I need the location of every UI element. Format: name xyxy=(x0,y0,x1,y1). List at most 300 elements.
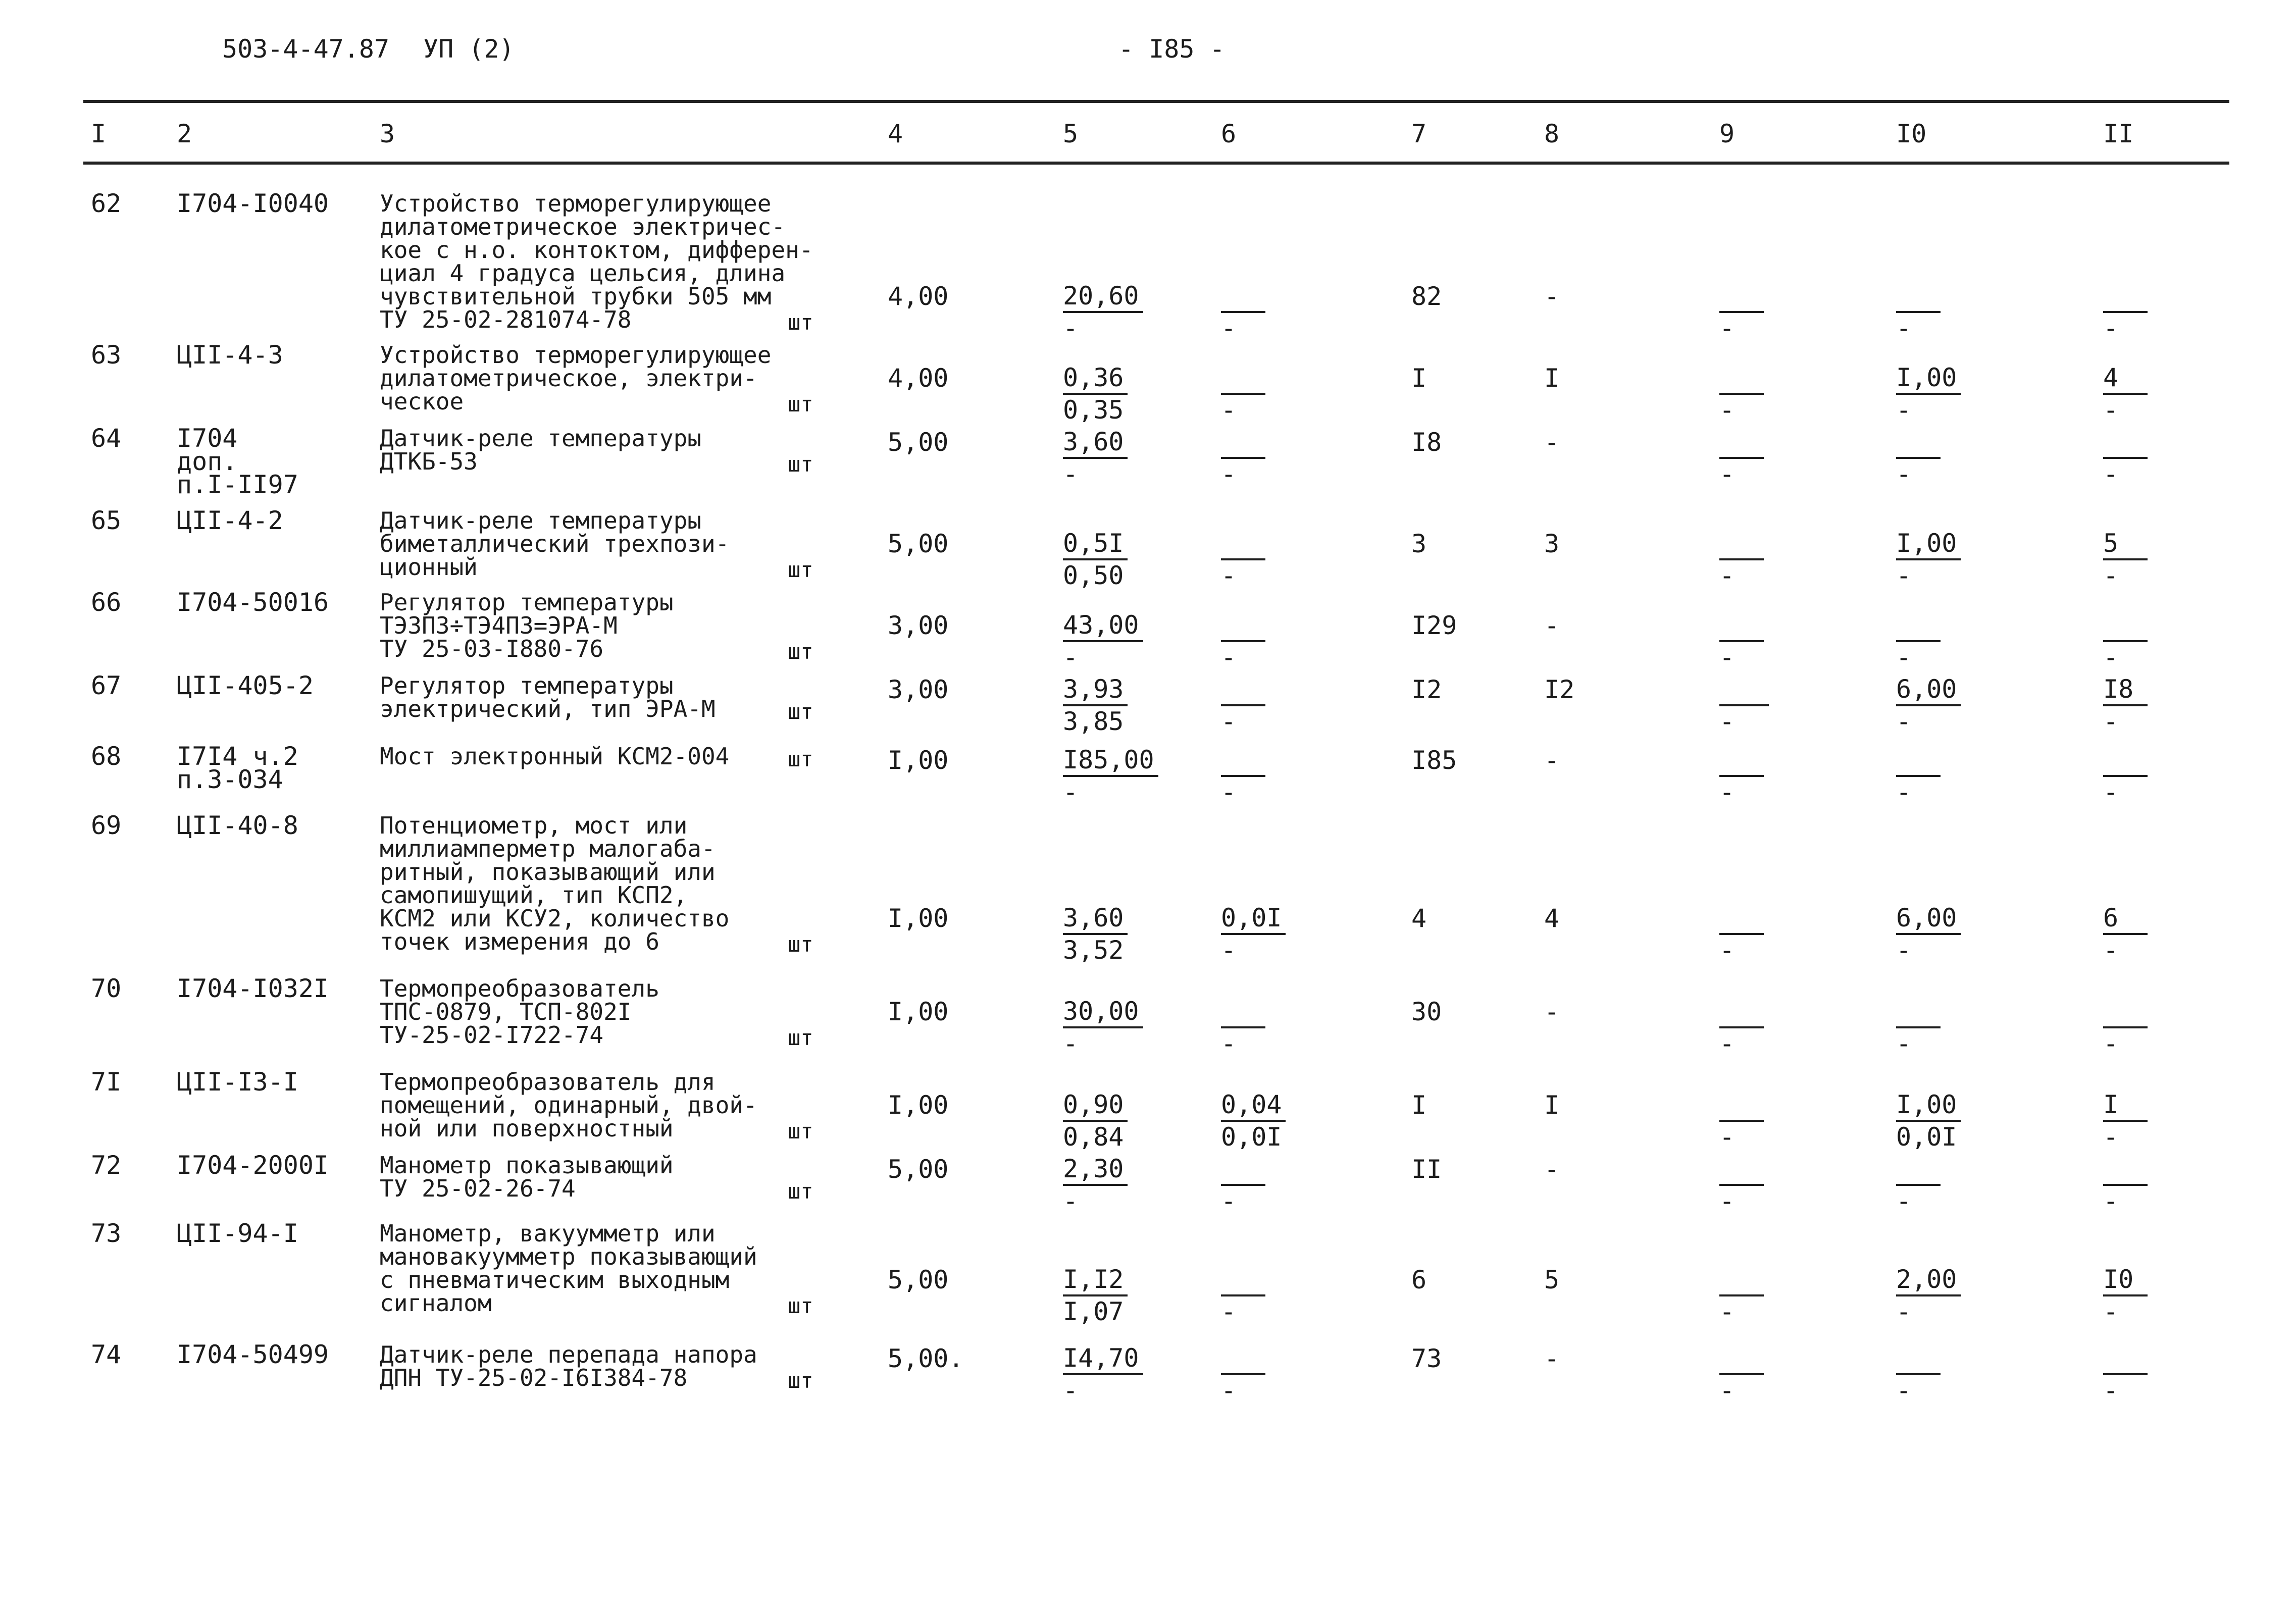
price-code xyxy=(177,506,283,535)
col11-value-denominator: - xyxy=(2103,707,2119,736)
col9-value-denominator: - xyxy=(1719,1029,1735,1058)
price-code-line: I704-50016 xyxy=(177,588,329,617)
description-line: ТЭЗПЗ÷ТЭ4ПЗ=ЭРА-М xyxy=(380,612,618,639)
col11-value-numerator: I8 xyxy=(2103,674,2148,706)
col9-value-numerator xyxy=(1719,1089,1764,1122)
col8-value: 4 xyxy=(1544,904,1560,933)
col11-value-denominator: - xyxy=(2103,643,2119,672)
description-line: ТУ-25-02-I722-74 xyxy=(380,1021,604,1049)
price-code xyxy=(177,1219,298,1248)
description-line: ционный xyxy=(380,553,478,581)
col6-value xyxy=(1221,281,1307,343)
col11-value xyxy=(2103,528,2189,591)
col5-value-denominator: 0,84 xyxy=(1063,1122,1124,1152)
col9-value-numerator xyxy=(1719,1264,1764,1296)
col10-value xyxy=(1896,528,1982,591)
col6-value-denominator: - xyxy=(1221,1186,1237,1216)
col11-value-denominator: - xyxy=(2103,561,2119,590)
col7-value: 4 xyxy=(1411,904,1427,933)
col6-value xyxy=(1221,610,1307,672)
unit-label: шт xyxy=(788,932,813,957)
col9-value-denominator: - xyxy=(1719,395,1735,425)
row-number: 65 xyxy=(91,506,122,535)
col10-value-denominator: - xyxy=(1896,936,1912,965)
col5-value-numerator: 20,60 xyxy=(1063,281,1143,313)
quantity-value: 5,00. xyxy=(888,1344,964,1373)
row-number: 66 xyxy=(91,588,122,617)
col10-value-numerator xyxy=(1896,281,1941,313)
col9-value-numerator xyxy=(1719,610,1764,642)
col10-value-denominator: - xyxy=(1896,777,1912,807)
price-code-line: п.I-II97 xyxy=(177,470,298,499)
col6-value-numerator xyxy=(1221,362,1265,395)
price-code xyxy=(177,1151,329,1180)
col5-value-denominator: - xyxy=(1063,643,1079,672)
col9-value-denominator: - xyxy=(1719,936,1735,965)
col6-value-denominator: - xyxy=(1221,777,1237,807)
col9-value xyxy=(1719,996,1805,1059)
description-line: Потенциометр, мост или xyxy=(380,812,688,839)
col11-value xyxy=(2103,1343,2189,1406)
col5-value xyxy=(1063,1343,1149,1406)
col6-value-numerator xyxy=(1221,996,1265,1028)
price-code xyxy=(177,742,298,794)
col10-value-numerator: 6,00 xyxy=(1896,903,1961,935)
item-description xyxy=(380,1343,834,1389)
item-description xyxy=(380,192,834,331)
description-line: дилатометрическое электричес- xyxy=(380,213,786,240)
col6-value-numerator xyxy=(1221,1343,1265,1375)
unit-label: шт xyxy=(788,699,813,724)
table-top-rule xyxy=(83,100,2229,103)
col11-value-denominator: - xyxy=(2103,777,2119,807)
col6-value-numerator xyxy=(1221,610,1265,642)
col11-value xyxy=(2103,610,2189,672)
col9-value-denominator: - xyxy=(1719,1122,1735,1152)
col5-value-numerator: 3,60 xyxy=(1063,427,1128,459)
price-code xyxy=(177,1067,298,1097)
col11-value-denominator: - xyxy=(2103,1186,2119,1216)
col8-value: I xyxy=(1544,1090,1560,1120)
col7-value: 73 xyxy=(1411,1344,1442,1373)
column-number: 8 xyxy=(1544,119,1560,148)
quantity-value: 3,00 xyxy=(888,611,949,640)
col11-value-numerator: I0 xyxy=(2103,1264,2148,1296)
col9-value-numerator xyxy=(1719,745,1764,777)
description-line: Устройство терморегулирующее xyxy=(380,190,772,217)
col10-value xyxy=(1896,1089,1982,1152)
table-header-rule xyxy=(83,162,2229,165)
unit-label: шт xyxy=(788,1025,813,1050)
col10-value-denominator: - xyxy=(1896,707,1912,736)
description-line: точек измерения до 6 xyxy=(380,928,659,955)
col9-value xyxy=(1719,1264,1805,1327)
column-number: I xyxy=(91,119,107,148)
col11-value-numerator xyxy=(2103,427,2148,459)
description-line: Манометр показывающий xyxy=(380,1152,674,1179)
col6-value-numerator xyxy=(1221,745,1265,777)
price-code xyxy=(177,340,283,370)
col6-value-numerator xyxy=(1221,427,1265,459)
col9-value-numerator xyxy=(1719,1154,1764,1186)
col5-value-denominator: 0,50 xyxy=(1063,561,1124,590)
col11-value-denominator: - xyxy=(2103,1122,2119,1152)
col11-value xyxy=(2103,427,2189,489)
col6-value xyxy=(1221,1089,1307,1152)
col10-value-numerator xyxy=(1896,1154,1941,1186)
quantity-value: I,00 xyxy=(888,997,949,1026)
col10-value-numerator: I,00 xyxy=(1896,362,1961,395)
column-number: 5 xyxy=(1063,119,1079,148)
price-code-line: I704-I032I xyxy=(177,974,329,1003)
col11-value xyxy=(2103,1264,2189,1327)
col11-value-numerator: 4 xyxy=(2103,362,2148,395)
col9-value xyxy=(1719,427,1805,489)
col5-value xyxy=(1063,1154,1149,1216)
description-line: ТУ 25-03-I880-76 xyxy=(380,635,604,662)
col5-value-denominator: 3,52 xyxy=(1063,936,1124,965)
col11-value-numerator xyxy=(2103,281,2148,313)
col5-value xyxy=(1063,674,1149,737)
quantity-value: 4,00 xyxy=(888,282,949,311)
col10-value-denominator: - xyxy=(1896,643,1912,672)
col11-value xyxy=(2103,674,2189,737)
col5-value-numerator: 2,30 xyxy=(1063,1154,1128,1186)
col11-value-denominator: - xyxy=(2103,459,2119,489)
description-line: ной или поверхностный xyxy=(380,1115,674,1142)
col6-value-numerator xyxy=(1221,1264,1265,1296)
col10-value xyxy=(1896,427,1982,489)
col9-value-denominator: - xyxy=(1719,643,1735,672)
price-code xyxy=(177,189,329,218)
col8-value: - xyxy=(1544,997,1560,1026)
col6-value-denominator: - xyxy=(1221,459,1237,489)
col10-value xyxy=(1896,1154,1982,1216)
column-number: 4 xyxy=(888,119,903,148)
col6-value-denominator: 0,0I xyxy=(1221,1122,1282,1152)
col5-value-numerator: 3,60 xyxy=(1063,903,1128,935)
description-line: с пневматическим выходным xyxy=(380,1266,730,1293)
description-line: Устройство терморегулирующее xyxy=(380,341,772,369)
col7-value: I29 xyxy=(1411,611,1457,640)
col6-value-numerator xyxy=(1221,1154,1265,1186)
col9-value xyxy=(1719,1154,1805,1216)
price-code-line: доп. xyxy=(177,447,238,476)
row-number: 73 xyxy=(91,1219,122,1248)
description-line: дилатометрическое, электри- xyxy=(380,365,757,392)
col11-value-denominator: - xyxy=(2103,314,2119,343)
row-number: 63 xyxy=(91,340,122,370)
col11-value-numerator: 5 xyxy=(2103,528,2148,560)
unit-label: шт xyxy=(788,310,813,335)
col10-value-denominator: - xyxy=(1896,1376,1912,1405)
description-line: сигналом xyxy=(380,1289,492,1317)
row-number: 7I xyxy=(91,1067,122,1097)
item-description xyxy=(380,977,834,1047)
description-line: Регулятор температуры xyxy=(380,672,674,699)
quantity-value: 5,00 xyxy=(888,529,949,558)
price-code xyxy=(177,974,329,1003)
col5-value-denominator: - xyxy=(1063,459,1079,489)
col6-value-numerator xyxy=(1221,528,1265,560)
col8-value: - xyxy=(1544,1344,1560,1373)
col9-value-denominator: - xyxy=(1719,1376,1735,1405)
col6-value xyxy=(1221,745,1307,807)
col8-value: I2 xyxy=(1544,675,1575,704)
col6-value-denominator: - xyxy=(1221,1029,1237,1058)
col9-value xyxy=(1719,903,1805,965)
col8-value: - xyxy=(1544,611,1560,640)
col6-value-denominator: - xyxy=(1221,643,1237,672)
col9-value-denominator: - xyxy=(1719,777,1735,807)
col9-value-numerator xyxy=(1719,903,1764,935)
col10-value-numerator xyxy=(1896,1343,1941,1375)
col8-value: 3 xyxy=(1544,529,1560,558)
col6-value-numerator xyxy=(1221,281,1265,313)
item-description xyxy=(380,745,834,768)
col7-value: 3 xyxy=(1411,529,1427,558)
row-number: 62 xyxy=(91,189,122,218)
col11-value-denominator: - xyxy=(2103,1029,2119,1058)
col10-value-denominator: - xyxy=(1896,395,1912,425)
description-line: ДТКБ-53 xyxy=(380,448,478,475)
col7-value: 82 xyxy=(1411,282,1442,311)
column-number: 3 xyxy=(380,119,395,148)
quantity-value: 3,00 xyxy=(888,675,949,704)
price-code-line: I704 xyxy=(177,424,238,453)
col10-value xyxy=(1896,1343,1982,1406)
quantity-value: I,00 xyxy=(888,904,949,933)
col8-value: - xyxy=(1544,746,1560,775)
col9-value-denominator: - xyxy=(1719,707,1735,736)
column-number: 2 xyxy=(177,119,192,148)
col9-value-denominator: - xyxy=(1719,1297,1735,1326)
col10-value xyxy=(1896,745,1982,807)
col5-value xyxy=(1063,903,1149,965)
price-code xyxy=(177,671,314,700)
col11-value-denominator: - xyxy=(2103,936,2119,965)
col10-value-denominator: - xyxy=(1896,1029,1912,1058)
row-number: 72 xyxy=(91,1151,122,1180)
description-line: чувствительной трубки 505 мм xyxy=(380,283,772,310)
unit-label: шт xyxy=(788,557,813,582)
col11-value xyxy=(2103,1154,2189,1216)
price-code xyxy=(177,424,298,499)
col5-value-denominator: - xyxy=(1063,1376,1079,1405)
col6-value xyxy=(1221,427,1307,489)
col10-value xyxy=(1896,996,1982,1059)
col11-value-numerator xyxy=(2103,1154,2148,1186)
col6-value-denominator: - xyxy=(1221,707,1237,736)
description-line: ДПН ТУ-25-02-I6I384-78 xyxy=(380,1364,688,1391)
price-code-line: ЦII-40-8 xyxy=(177,811,298,840)
col5-value-numerator: 43,00 xyxy=(1063,610,1143,642)
col9-value-numerator xyxy=(1719,362,1764,395)
col5-value xyxy=(1063,996,1149,1059)
col7-value: I8 xyxy=(1411,428,1442,457)
col7-value: 6 xyxy=(1411,1265,1427,1294)
col9-value xyxy=(1719,674,1805,737)
description-line: ческое xyxy=(380,388,464,415)
price-code-line: ЦII-4-2 xyxy=(177,506,283,535)
col5-value xyxy=(1063,1264,1149,1327)
col5-value xyxy=(1063,281,1149,343)
item-description xyxy=(380,674,834,720)
col10-value-denominator: - xyxy=(1896,1186,1912,1216)
col7-value: 30 xyxy=(1411,997,1442,1026)
col5-value-numerator: 0,36 xyxy=(1063,362,1128,395)
col10-value xyxy=(1896,610,1982,672)
doc-section: УП (2) xyxy=(423,34,515,64)
item-description xyxy=(380,509,834,579)
col10-value xyxy=(1896,362,1982,425)
col11-value xyxy=(2103,1089,2189,1152)
col5-value-denominator: - xyxy=(1063,777,1079,807)
col10-value-denominator: - xyxy=(1896,1297,1912,1326)
col8-value: - xyxy=(1544,282,1560,311)
col5-value-numerator: 30,00 xyxy=(1063,996,1143,1028)
col9-value xyxy=(1719,362,1805,425)
description-line: мановакуумметр показывающий xyxy=(380,1243,757,1270)
col6-value xyxy=(1221,1154,1307,1216)
col9-value xyxy=(1719,1343,1805,1406)
col6-value-numerator xyxy=(1221,674,1265,706)
col10-value-numerator xyxy=(1896,427,1941,459)
description-line: Термопреобразователь для xyxy=(380,1068,716,1096)
unit-label: шт xyxy=(788,639,813,664)
description-line: Датчик-реле температуры xyxy=(380,507,701,534)
col11-value-denominator: - xyxy=(2103,1376,2119,1405)
description-line: ритный, показывающий или xyxy=(380,858,716,886)
col9-value xyxy=(1719,528,1805,591)
col7-value: I xyxy=(1411,1090,1427,1120)
col9-value-numerator xyxy=(1719,427,1764,459)
col5-value-denominator: 3,85 xyxy=(1063,707,1124,736)
unit-label: шт xyxy=(788,1119,813,1144)
description-line: Термопреобразователь xyxy=(380,975,659,1002)
col6-value-denominator: - xyxy=(1221,1297,1237,1326)
col11-value xyxy=(2103,281,2189,343)
description-line: КСМ2 или КСУ2, количество xyxy=(380,905,730,932)
col9-value-numerator xyxy=(1719,1343,1764,1375)
item-description xyxy=(380,814,834,953)
row-number: 70 xyxy=(91,974,122,1003)
row-number: 68 xyxy=(91,742,122,771)
col9-value xyxy=(1719,610,1805,672)
row-number: 74 xyxy=(91,1340,122,1369)
col5-value-numerator: 3,93 xyxy=(1063,674,1128,706)
item-description xyxy=(380,1154,834,1200)
col6-value-numerator: 0,04 xyxy=(1221,1089,1286,1122)
item-description xyxy=(380,427,834,473)
price-code-line: ЦII-405-2 xyxy=(177,671,314,700)
description-line: ТУ 25-02-26-74 xyxy=(380,1175,576,1202)
page-number: - I85 - xyxy=(1118,34,1225,64)
col11-value xyxy=(2103,903,2189,965)
col9-value-denominator: - xyxy=(1719,1186,1735,1216)
price-code-line: I704-I0040 xyxy=(177,189,329,218)
col11-value-denominator: - xyxy=(2103,1297,2119,1326)
col11-value-numerator xyxy=(2103,1343,2148,1375)
item-description xyxy=(380,591,834,660)
col6-value xyxy=(1221,674,1307,737)
col7-value: I85 xyxy=(1411,746,1457,775)
col6-value-numerator: 0,0I xyxy=(1221,903,1286,935)
col9-value xyxy=(1719,281,1805,343)
column-number: 7 xyxy=(1411,119,1427,148)
unit-label: шт xyxy=(788,452,813,477)
col5-value xyxy=(1063,745,1154,807)
col5-value xyxy=(1063,1089,1149,1152)
column-number: II xyxy=(2103,119,2134,148)
price-code-line: ЦII-4-3 xyxy=(177,340,283,370)
unit-label: шт xyxy=(788,1293,813,1318)
col11-value-denominator: - xyxy=(2103,395,2119,425)
description-line: циал 4 градуса цельсия, длина xyxy=(380,259,786,287)
col10-value xyxy=(1896,1264,1982,1327)
price-code-line: I704-50499 xyxy=(177,1340,329,1369)
description-line: Датчик-реле температуры xyxy=(380,425,701,452)
price-code-line: I7I4 ч.2 xyxy=(177,742,298,771)
col5-value xyxy=(1063,610,1149,672)
col9-value xyxy=(1719,1089,1805,1152)
col7-value: I xyxy=(1411,363,1427,393)
col6-value xyxy=(1221,1264,1307,1327)
col6-value-denominator: - xyxy=(1221,561,1237,590)
quantity-value: 5,00 xyxy=(888,428,949,457)
col6-value-denominator: - xyxy=(1221,314,1237,343)
col10-value-numerator: 2,00 xyxy=(1896,1264,1961,1296)
price-code-line: I704-2000I xyxy=(177,1151,329,1180)
price-code-line: ЦII-I3-I xyxy=(177,1067,298,1097)
item-description xyxy=(380,1222,834,1315)
description-line: ТПС-0879, ТСП-802I xyxy=(380,998,632,1025)
col6-value xyxy=(1221,1343,1307,1406)
col5-value xyxy=(1063,427,1149,489)
col5-value xyxy=(1063,528,1149,591)
unit-label: шт xyxy=(788,392,813,417)
col10-value-denominator: - xyxy=(1896,561,1912,590)
quantity-value: I,00 xyxy=(888,1090,949,1120)
col5-value-numerator: 0,5I xyxy=(1063,528,1128,560)
quantity-value: 5,00 xyxy=(888,1155,949,1184)
col10-value-numerator xyxy=(1896,610,1941,642)
row-number: 69 xyxy=(91,811,122,840)
description-line: кое с н.о. контоктом, дифферен- xyxy=(380,236,813,264)
col10-value-numerator xyxy=(1896,996,1941,1028)
col5-value-denominator: I,07 xyxy=(1063,1297,1124,1326)
description-line: самопишущий, тип КСП2, xyxy=(380,881,688,909)
col11-value xyxy=(2103,996,2189,1059)
col8-value: I xyxy=(1544,363,1560,393)
description-line: Манометр, вакуумметр или xyxy=(380,1220,716,1247)
unit-label: шт xyxy=(788,1179,813,1204)
quantity-value: I,00 xyxy=(888,746,949,775)
col5-value-numerator: I85,00 xyxy=(1063,745,1158,777)
description-line: миллиамперметр малогаба- xyxy=(380,835,716,862)
col5-value-numerator: I4,70 xyxy=(1063,1343,1143,1375)
col5-value-denominator: - xyxy=(1063,314,1079,343)
col11-value-numerator: 6 xyxy=(2103,903,2148,935)
col6-value-denominator: - xyxy=(1221,395,1237,425)
col5-value xyxy=(1063,362,1149,425)
col9-value-denominator: - xyxy=(1719,314,1735,343)
col7-value: I2 xyxy=(1411,675,1442,704)
price-code xyxy=(177,811,298,840)
unit-label: шт xyxy=(788,1368,813,1393)
description-line: ТУ 25-02-281074-78 xyxy=(380,306,632,333)
col8-value: 5 xyxy=(1544,1265,1560,1294)
